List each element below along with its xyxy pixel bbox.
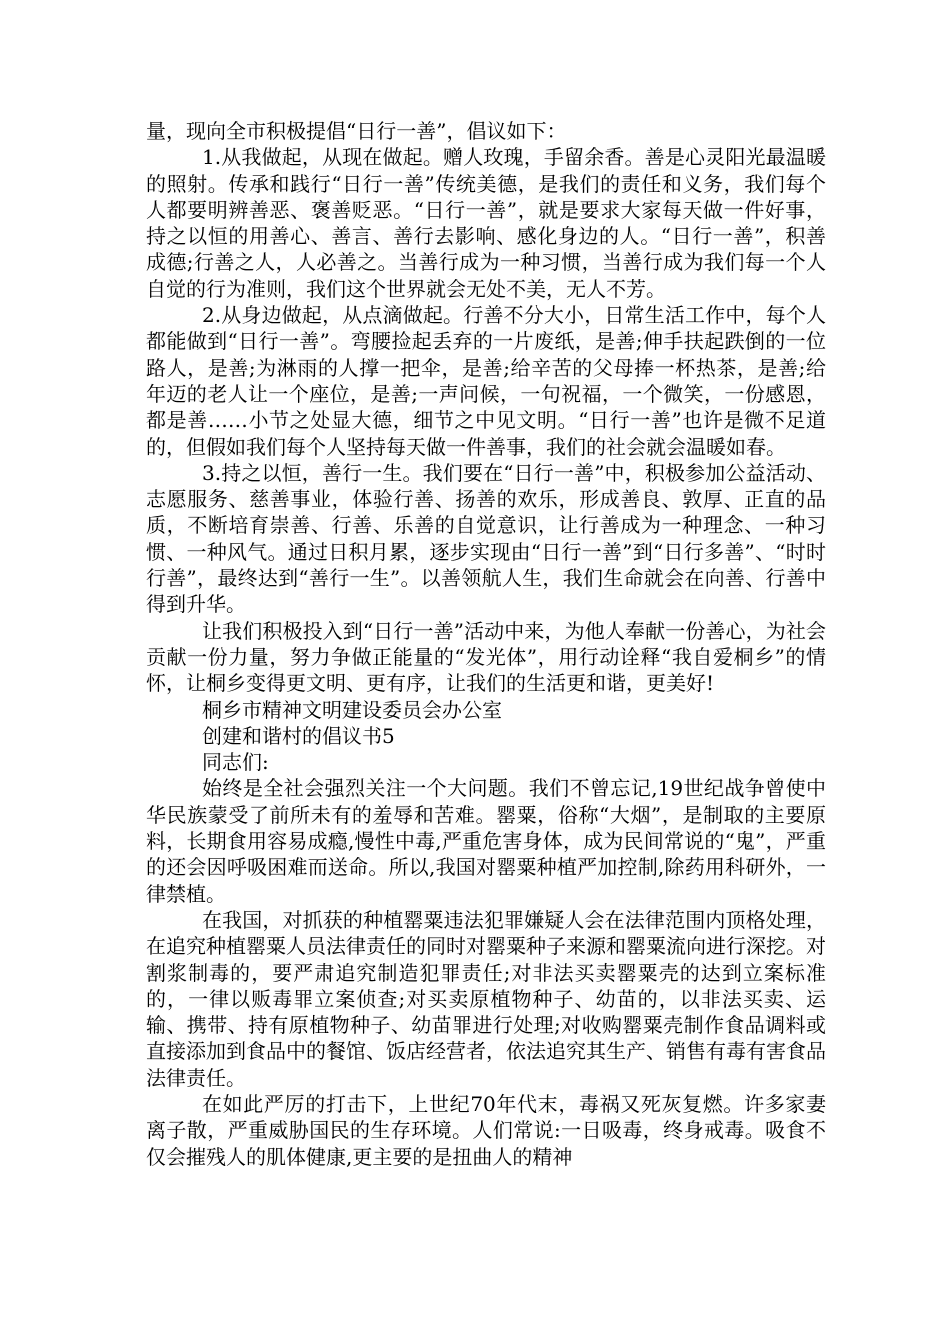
paragraph-intro: 量，现向全市积极提倡“日行一善”，倡议如下： xyxy=(146,119,567,143)
paragraph-closing: 让我们积极投入到“日行一善”活动中来，为他人奉献一份善心，为社会贡献一份力量，努力争做正能量的“发光体”，用行动诠释“我自爱桐乡”的情怀，让桐乡变得更文明、更有序，让我们的生活更和谐，更美好! xyxy=(146,618,826,696)
paragraph-point-1: 1.从我做起，从现在做起。赠人玫瑰，手留余香。善是心灵阳光最温暖的照射。传承和践行“日行一善”传统美德，是我们的责任和义务，我们每个人都要明辨善恶、褒善贬恶。“日行一善”，就是要求大家每天做一件好事，持之以恒的用善心、善言、善行去影响、感化身边的人。“日行一善”，积善成德;行善之人，人必善之。当善行成为一种习惯，当善行成为我们每一个人自觉的行为准则，我们这个世界就会无处不美，无人不芳。 xyxy=(146,145,826,301)
document-page xyxy=(146,118,826,1170)
salutation: 同志们: xyxy=(202,750,269,775)
paragraph-opium-1: 始终是全社会强烈关注一个大问题。我们不曾忘记,19世纪战争曾使中华民族蒙受了前所未有的羞辱和苦难。罂粟，俗称“大烟”，是制取的主要原料，长期食用容易成瘾,慢性中毒,严重危害身体，成为民间常说的“鬼”，严重的还会因呼吸困难而送命。所以,我国对罂粟种植严加控制,除药用科研外，一律禁植。 xyxy=(146,776,826,906)
section-title: 创建和谐村的倡议书5 xyxy=(202,723,395,748)
signature-office: 桐乡市精神文明建设委员会办公室 xyxy=(202,697,502,722)
paragraph-opium-3: 在如此严厉的打击下，上世纪70年代末，毒祸又死灰复燃。许多家妻离子散，严重威胁国民的生存环境。人们常说:一日吸毒，终身戒毒。吸食不仅会摧残人的肌体健康,更主要的是扭曲人的精神 xyxy=(146,1091,826,1169)
paragraph-point-2: 2.从身边做起，从点滴做起。行善不分大小，日常生活工作中，每个人都能做到“日行一善”。弯腰捡起丢弃的一片废纸，是善;伸手扶起跌倒的一位路人，是善;为淋雨的人撑一把伞，是善;给辛苦的父母捧一杯热茶，是善;给年迈的老人让一个座位，是善;一声问候，一句祝福，一个微笑，一份感恩，都是善……小节之处显大德，细节之中见文明。“日行一善”也许是微不足道的，但假如我们每个人坚持每天做一件善事，我们的社会就会温暖如春。 xyxy=(146,303,826,459)
paragraph-point-3: 3.持之以恒，善行一生。我们要在“日行一善”中，积极参加公益活动、志愿服务、慈善事业，体验行善、扬善的欢乐，形成善良、敦厚、正直的品质，不断培育崇善、行善、乐善的自觉意识，让行善成为一种理念、一种习惯、一种风气。通过日积月累，逐步实现由“日行一善”到“日行多善”、“时时行善”，最终达到“善行一生”。以善领航人生，我们生命就会在向善、行善中得到升华。 xyxy=(146,460,826,617)
paragraph-opium-2: 在我国，对抓获的种植罂粟违法犯罪嫌疑人会在法律范围内顶格处理，在追究种植罂粟人员法律责任的同时对罂粟种子来源和罂粟流向进行深挖。对割浆制毒的，要严肃追究制造犯罪责任;对非法买卖罂粟壳的达到立案标准的，一律以贩毒罪立案侦查;对买卖原植物种子、幼苗的，以非法买卖、运输、携带、持有原植物种子、幼苗罪进行处理;对收购罂粟壳制作食品调料或直接添加到食品中的餐馆、饭店经营者，依法追究其生产、销售有毒有害食品法律责任。 xyxy=(146,907,826,1090)
